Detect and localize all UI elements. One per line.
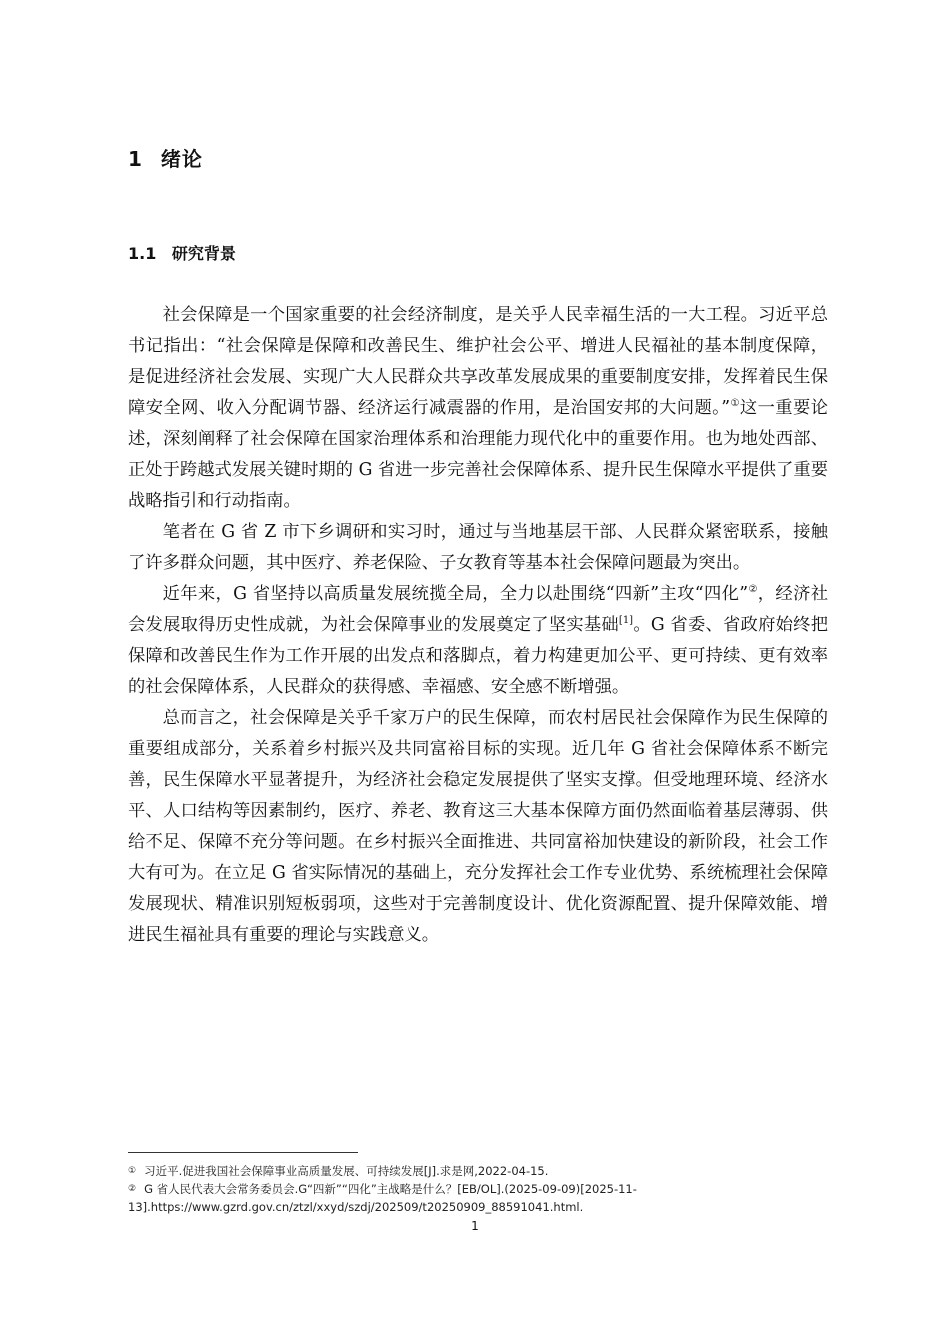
chapter-title: 绪论	[160, 147, 203, 171]
footnote-separator	[128, 1152, 358, 1153]
footnote-2	[128, 1180, 828, 1216]
paragraph-1	[128, 300, 828, 517]
page-number: 1	[471, 1219, 479, 1233]
footnotes	[128, 1162, 828, 1216]
section-title: 研究背景	[171, 244, 236, 263]
footnote-1-text: 习近平.促进我国社会保障事业高质量发展、可持续发展[J].求是网,2022-04-15.	[144, 1164, 549, 1178]
paragraph-1-part-b: 这一重要论述，深刻阐释了社会保障在国家治理体系和治理能力现代化中的重要作用。也为地处西部、正处于跨越式发展关键时期的 G 省进一步完善社会保障体系、提升民生保障水平提供了重要战略指引和行动指南。	[128, 398, 828, 511]
paragraph-1-part-a: 社会保障是一个国家重要的社会经济制度，是关乎人民幸福生活的一大工程。习近平总书记指出：“社会保障是保障和改善民生、维护社会公平、增进人民福祉的基本制度保障，是促进经济社会发展、实现广大人民群众共享改革发展成果的重要制度安排，发挥着民生保障安全网、收入分配调节器、经济运行减震器的作用，是治国安邦的大问题。”	[128, 305, 828, 418]
paragraph-4: 总而言之，社会保障是关乎千家万户的民生保障，而农村居民社会保障作为民生保障的重要组成部分，关系着乡村振兴及共同富裕目标的实现。近几年 G 省社会保障体系不断完善，民生保障水平显著提升，为经济社会稳定发展提供了坚实支撑。但受地理环境、经济水平、人口结构等因素制约，医疗、养老、教育这三大基本保障方面仍然面临着基层薄弱、供给不足、保障不充分等问题。在乡村振兴全面推进、共同富裕加快建设的新阶段，社会工作大有可为。在立足 G 省实际情况的基础上，充分发挥社会工作专业优势、系统梳理社会保障发展现状、精准识别短板弱项，这些对于完善制度设计、优化资源配置、提升保障效能、增进民生福祉具有重要的理论与实践意义。	[128, 708, 828, 945]
chapter-number: 1	[128, 147, 143, 171]
paragraph-3-part-a: 近年来，G 省坚持以高质量发展统揽全局，全力以赴围绕“四新”主攻“四化”	[162, 584, 749, 604]
footnote-1	[128, 1162, 828, 1180]
paragraph-3	[128, 579, 828, 703]
citation-ref-1[interactable]: [1]	[618, 615, 634, 627]
body-text	[128, 300, 828, 951]
paragraph-2: 笔者在 G 省 Z 市下乡调研和实习时，通过与当地基层干部、人民群众紧密联系，接触了许多群众问题，其中医疗、养老保险、子女教育等基本社会保障问题最为突出。	[128, 522, 828, 573]
paragraph-3-part-b: ，经济社会发展取得历史性成就，为社会保障事业的发展奠定了坚实基础	[128, 584, 829, 635]
footnote-2-text: G 省人民代表大会常务委员会.G“四新”“四化”主战略是什么？[EB/OL].(2025-09-09)[2025-11-13].https://www.gzrd.gov.cn/ztzl/xxyd/szdj/202509/t20250909_88591041.html.	[128, 1182, 637, 1214]
footnote-ref-1[interactable]: ①	[730, 398, 740, 410]
section-heading	[128, 241, 236, 264]
chapter-heading	[128, 143, 203, 172]
footnote-1-mark: ①	[128, 1166, 137, 1176]
paragraph-3-part-c: 。G 省委、省政府始终把保障和改善民生作为工作开展的出发点和落脚点，着力构建更加公平、更可持续、更有效率的社会保障体系，人民群众的获得感、幸福感、安全感不断增强。	[128, 615, 828, 697]
footnote-ref-2[interactable]: ②	[748, 584, 758, 596]
section-number: 1.1	[128, 244, 157, 263]
footnote-2-mark: ②	[128, 1184, 137, 1194]
